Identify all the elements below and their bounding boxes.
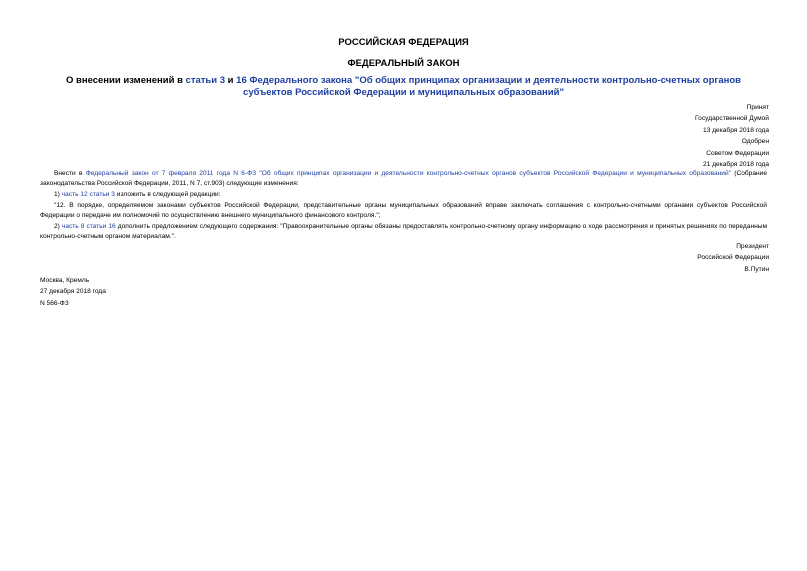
item-2-link[interactable]: часть 8 статьи 16: [61, 223, 116, 230]
approved-by: Советом Федерации: [706, 149, 769, 157]
title-text-2: и: [225, 75, 237, 86]
title-text-1: О внесении изменений в: [65, 75, 186, 86]
item-2-text: дополнить предложением следующего содержания: "Правоохранительные органы обязаны предоставлять контрольно-счетному органу информацию о ходе рассмотрения и принятых решениях по переданным контрольно-счетным органом материалам.".: [40, 223, 767, 241]
title-link-article-3[interactable]: статьи 3: [185, 75, 226, 86]
intro-text-2: (Собрание законодательства Российской Федерации, 2011, N 7, ст.903) следующие изменения:: [40, 170, 768, 188]
item-2-paragraph: [40, 222, 767, 243]
law-title: [0, 75, 807, 99]
item-1-prefix: 1): [54, 191, 62, 198]
adopted-date: 13 декабря 2018 года: [703, 126, 769, 134]
quote-1-paragraph: "12. В порядке, определяемом законами субъектов Российской Федерации, представительные органы муниципальных образований вправе заключать соглашения с контрольно-счетными органами субъектов Российской Федерации о передаче им полномочий по осуществлению внешнего муниципального финансового контроля.";: [40, 202, 767, 220]
intro-text-1: Внести в: [54, 170, 86, 177]
intro-paragraph: [40, 169, 767, 190]
doc-type-heading: ФЕДЕРАЛЬНЫЙ ЗАКОН: [347, 58, 460, 69]
signing-place: Москва, Кремль: [40, 277, 90, 284]
adopted-by: Государственной Думой: [695, 115, 769, 123]
intro-law-link[interactable]: Федеральный закон от 7 февраля 2011 года N 6-ФЗ "Об общих принципах организации и деятельности контрольно-счетных органов субъектов Российской Федерации и муниципальных образований": [85, 170, 732, 177]
signature-title: Президент: [736, 243, 769, 250]
place-date-block: [40, 275, 106, 309]
signing-date: 27 декабря 2018 года: [40, 288, 106, 296]
item-1-paragraph: [40, 190, 767, 200]
title-link-article-16[interactable]: 16 Федерального закона "Об общих принципах организации и деятельности контрольно-счетных органов субъектов Российской Федерации и муниципальных образований": [236, 75, 742, 98]
approved-label: Одобрен: [741, 138, 769, 146]
law-number: N 566-ФЗ: [40, 299, 69, 307]
approved-date: 21 декабря 2018 года: [703, 161, 769, 169]
item-1-link[interactable]: часть 12 статьи 3: [61, 191, 115, 198]
adoption-block: [695, 102, 769, 170]
item-1-text: изложить в следующей редакции:: [114, 191, 221, 198]
country-heading: РОССИЙСКАЯ ФЕДЕРАЦИЯ: [338, 37, 469, 48]
signature-block: [697, 241, 769, 275]
adopted-label: Принят: [746, 104, 769, 111]
signature-name: В.Путин: [744, 265, 769, 273]
item-2-prefix: 2): [54, 223, 62, 230]
signature-country: Российской Федерации: [697, 254, 769, 262]
